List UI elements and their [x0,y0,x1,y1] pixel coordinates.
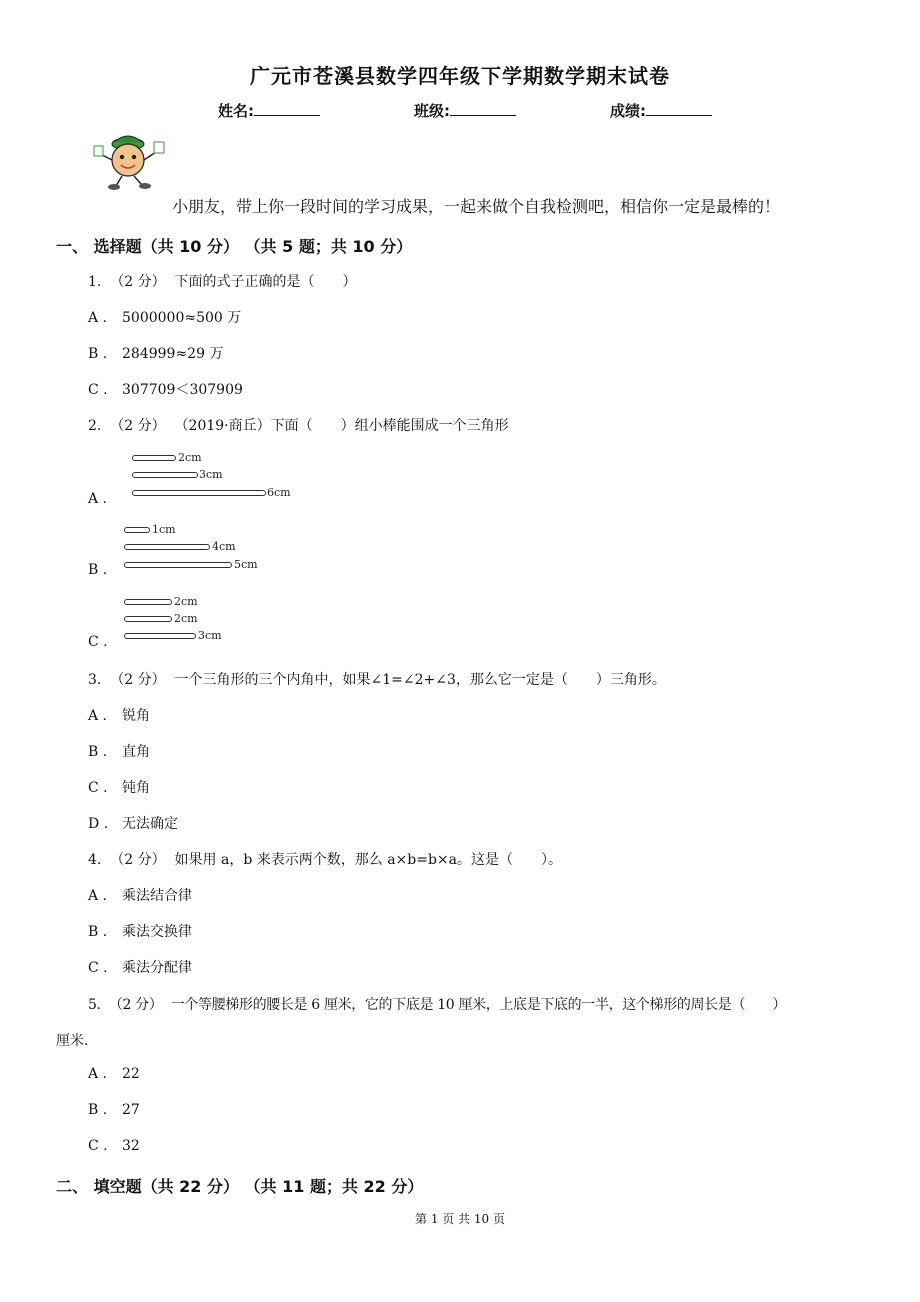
option-text: 307709＜307909 [122,382,243,398]
question-text: 如果用 a，b 来表示两个数，那么 a×b=b×a。这是（ ）。 [174,852,562,868]
question-2 [88,415,509,435]
q5-option-b[interactable] [88,1102,140,1118]
question-3 [88,669,666,689]
option-text: 284999≈29 万 [122,346,224,362]
stick-label-c2: 2cm [174,612,198,625]
q3-option-b[interactable] [88,741,150,761]
option-label: C . [88,1138,108,1154]
section-title-fill: 二、 填空题（共 22 分） （共 11 题；共 22 分） [56,1177,424,1196]
section-title-choice: 一、 选择题（共 10 分） （共 5 题；共 10 分） [56,237,413,256]
stick-c2 [124,616,172,622]
q4-option-a[interactable] [88,885,192,905]
question-text: 一个三角形的三个内角中，如果∠1=∠2+∠3，那么它一定是（ ）三角形。 [174,672,666,688]
option-text: 27 [122,1102,140,1118]
question-number: 3. [88,672,102,688]
stick-b2 [124,544,210,550]
question-number: 2. [88,418,102,434]
name-field [218,100,320,121]
q1-option-c[interactable] [88,379,243,399]
option-label: C . [88,634,108,650]
question-score: （2 分） [110,852,166,868]
option-label: C . [88,960,108,976]
option-text: 无法确定 [122,816,178,832]
mascot-illustration [92,130,172,194]
option-label: B . [88,744,108,760]
question-text: 一个等腰梯形的腰长是 6 厘米，它的下底是 10 厘米，上底是下底的一半，这个梯形的周长是（ ） [170,997,787,1013]
q5-option-c[interactable] [88,1138,140,1154]
option-text: 32 [122,1138,140,1154]
q2-option-b[interactable] [88,562,122,578]
question-number: 1. [88,274,102,290]
option-label: B . [88,562,108,578]
question-number: 5. [88,997,101,1013]
stick-b3 [124,562,232,568]
stick-b1 [124,527,150,533]
question-number: 4. [88,852,102,868]
page-footer: 第 1 页 共 10 页 [415,1212,505,1226]
score-blank[interactable] [646,101,712,116]
question-5-continuation: 厘米. [56,1033,89,1049]
stick-a3 [132,490,266,496]
name-blank[interactable] [254,101,320,116]
question-text: 下面的式子正确的是（ ） [174,274,357,290]
class-field [414,100,516,121]
option-label: D . [88,816,109,832]
stick-a2 [132,472,198,478]
score-label: 成绩: [610,102,646,120]
option-text: 锐角 [122,708,150,724]
q2-option-a[interactable] [88,491,122,507]
q3-option-a[interactable] [88,705,150,725]
stick-a1 [132,455,176,461]
option-text: 钝角 [122,780,150,796]
question-4 [88,849,562,869]
q1-option-b[interactable] [88,343,223,363]
q2-option-c[interactable] [88,634,122,650]
stick-c1 [124,599,172,605]
option-text: 直角 [122,744,150,760]
option-text: 乘法结合律 [122,888,192,904]
option-label: C . [88,382,108,398]
q3-option-d[interactable] [88,813,178,833]
stick-label-b3: 5cm [234,558,258,571]
question-score: （2 分） [108,997,163,1013]
option-label: C . [88,780,108,796]
class-label: 班级: [414,102,450,120]
greeting-text: 小朋友，带上你一段时间的学习成果，一起来做个自我检测吧，相信你一定是最棒的！ [172,197,781,216]
q1-option-a[interactable] [88,307,241,327]
question-5 [88,994,786,1014]
option-text: 22 [122,1066,140,1082]
stick-label-c1: 2cm [174,595,198,608]
stick-label-c3: 3cm [198,629,222,642]
option-label: A . [88,708,108,724]
option-text: 乘法交换律 [122,924,192,940]
score-field [610,100,712,121]
q5-option-a[interactable] [88,1066,140,1082]
question-text: （2019·商丘）下面（ ）组小棒能围成一个三角形 [174,418,509,434]
question-score: （2 分） [110,672,166,688]
q4-option-c[interactable] [88,957,192,977]
q3-option-c[interactable] [88,777,150,797]
stick-label-a2: 3cm [199,468,223,481]
option-label: B . [88,346,108,362]
stick-label-b2: 4cm [212,540,236,553]
option-label: B . [88,924,108,940]
option-label: A . [88,491,108,507]
stick-label-a3: 6cm [267,486,291,499]
option-label: A . [88,310,108,326]
question-score: （2 分） [110,418,166,434]
option-label: A . [88,1066,108,1082]
option-label: B . [88,1102,108,1118]
option-text: 乘法分配律 [122,960,192,976]
stick-label-a1: 2cm [178,451,202,464]
option-text: 5000000≈500 万 [122,310,242,326]
stick-label-b1: 1cm [152,523,176,536]
class-blank[interactable] [450,101,516,116]
question-score: （2 分） [110,274,166,290]
stick-c3 [124,633,196,639]
question-1 [88,271,357,291]
q4-option-b[interactable] [88,921,192,941]
name-label: 姓名: [218,102,254,120]
option-label: A . [88,888,108,904]
page-title: 广元市苍溪县数学四年级下学期数学期末试卷 [250,64,670,88]
